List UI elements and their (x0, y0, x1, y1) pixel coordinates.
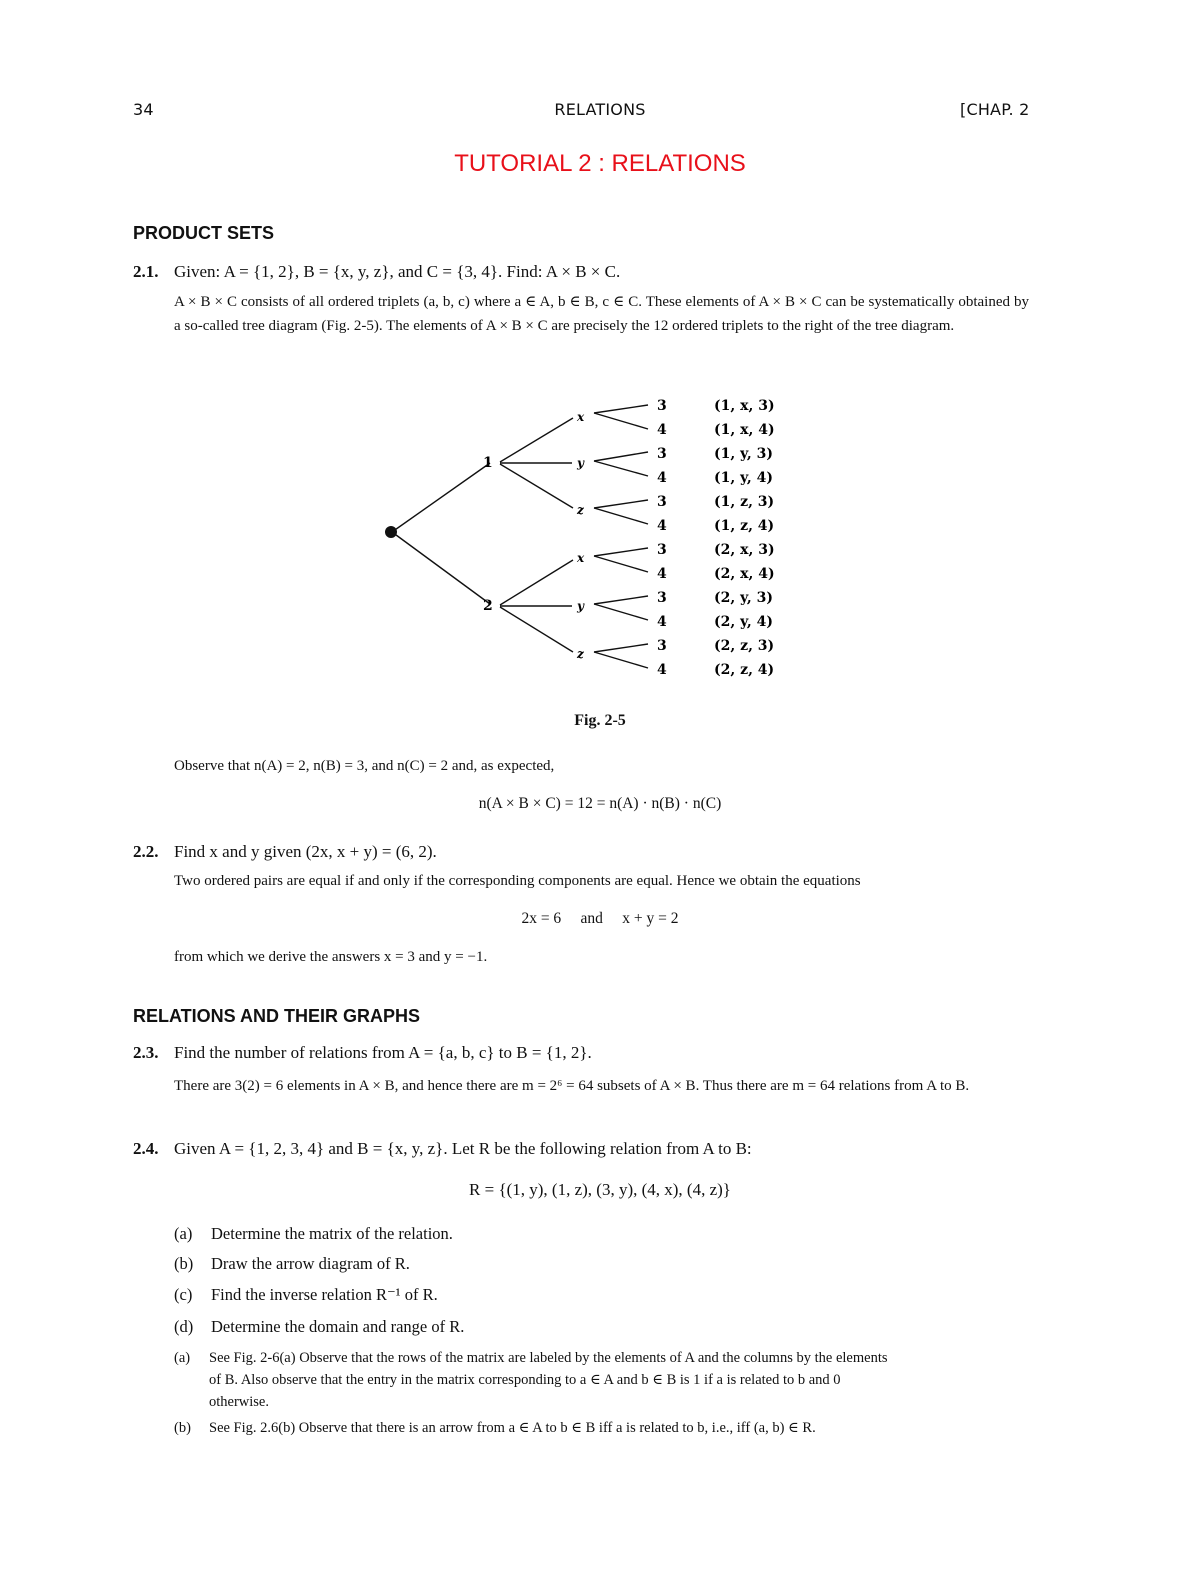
edge (594, 596, 648, 604)
display-formula: n(A × B × C) = 12 = n(A) · n(B) · n(C) (478, 795, 722, 812)
part-text: Determine the domain and range of R. (211, 1317, 465, 1336)
part-text: Determine the matrix of the relation. (211, 1224, 453, 1243)
level2-node-label: y (577, 456, 584, 470)
figure-caption: Fig. 2-5 (574, 712, 626, 729)
level2-node-label: z (577, 503, 584, 517)
leaf-label: 4 (657, 614, 667, 630)
leaf-labels (657, 398, 667, 678)
edge (594, 508, 648, 524)
level2-node-label: z (577, 647, 584, 661)
leaf-label: 3 (657, 542, 667, 558)
triplet: (2, z, 3) (714, 638, 775, 654)
root-to-2-edge (392, 532, 490, 604)
triplet: (1, y, 3) (714, 446, 774, 462)
part-label: (d) (174, 1317, 194, 1336)
relation-definition: R = {(1, y), (1, z), (3, y), (4, x), (4, z)} (469, 1180, 731, 1199)
edge (500, 464, 573, 508)
display-equations: 2x = 6 and x + y = 2 (521, 910, 679, 927)
section-heading-relations: RELATIONS AND THEIR GRAPHS (133, 1006, 421, 1026)
leaf-label: 3 (657, 398, 667, 414)
edge (594, 604, 648, 620)
edge (594, 500, 648, 508)
page-title: TUTORIAL 2 : RELATIONS (454, 150, 746, 177)
section-heading-product-sets: PRODUCT SETS (133, 223, 275, 243)
answer-text-line: otherwise. (209, 1394, 269, 1410)
page-number: 34 (133, 100, 154, 119)
leaf-label: 4 (657, 518, 667, 534)
problem-number: 2.3. (133, 1043, 159, 1062)
answer-label: (b) (174, 1420, 191, 1436)
problem-number: 2.2. (133, 842, 159, 861)
edge (594, 652, 648, 668)
edge (594, 644, 648, 652)
leaf-label: 4 (657, 470, 667, 486)
level2-node-label: x (577, 410, 585, 424)
triplet: (2, x, 3) (714, 542, 775, 558)
edge (594, 548, 648, 556)
observation-text: Observe that n(A) = 2, n(B) = 3, and n(C) = 2 and, as expected, (174, 758, 555, 774)
triplet: (1, z, 3) (714, 494, 775, 510)
edge (594, 452, 648, 461)
leaf-label: 4 (657, 422, 667, 438)
level2-node-label: x (577, 551, 585, 565)
tree-diagram (0, 0, 1200, 700)
triplet: (1, z, 4) (714, 518, 775, 534)
triplet: (1, x, 4) (714, 422, 775, 438)
leaf-label: 4 (657, 566, 667, 582)
part-label: (a) (174, 1224, 193, 1243)
edge (500, 607, 573, 652)
problem-number: 2.4. (133, 1139, 159, 1158)
triplet: (2, z, 4) (714, 662, 775, 678)
part-label: (b) (174, 1254, 194, 1273)
problem-question: Find x and y given (2x, x + y) = (6, 2). (174, 842, 437, 861)
level1-node-label: 1 (483, 455, 493, 471)
edge (594, 405, 648, 413)
problem-number: 2.1. (133, 262, 159, 281)
level1-node-label: 2 (483, 598, 493, 614)
triplet: (2, y, 3) (714, 590, 774, 606)
level2-node-label: y (577, 599, 584, 613)
edge (594, 556, 648, 572)
triplet: (2, y, 4) (714, 614, 774, 630)
part-text: Find the inverse relation R⁻¹ of R. (211, 1285, 438, 1304)
edge (594, 413, 648, 429)
problem-solution: Two ordered pairs are equal if and only if the corresponding components are equal. Hence we obtain the equations (174, 873, 861, 889)
edge (500, 418, 573, 462)
triplet-list (714, 398, 775, 678)
problem-question: Find the number of relations from A = {a, b, c} to B = {1, 2}. (174, 1043, 592, 1062)
triplet: (1, x, 3) (714, 398, 775, 414)
edge (594, 461, 648, 476)
answer-label: (a) (174, 1350, 191, 1366)
triplet: (2, x, 4) (714, 566, 775, 582)
problem-question: Given: A = {1, 2}, B = {x, y, z}, and C = {3, 4}. Find: A × B × C. (174, 262, 621, 281)
answer-text-line: of B. Also observe that the entry in the matrix corresponding to a ∈ A and b ∈ B is 1 if a is related to b and 0 (209, 1372, 841, 1388)
leaf-label: 3 (657, 446, 667, 462)
problem-solution: There are 3(2) = 6 elements in A × B, and hence there are m = 2⁶ = 64 subsets of A × B. Thus there are m = 64 relations from A to B. (174, 1078, 970, 1094)
leaf-label: 4 (657, 662, 667, 678)
chapter-ref: [CHAP. 2 (960, 100, 1030, 119)
problem-question: Given A = {1, 2, 3, 4} and B = {x, y, z}. Let R be the following relation from A to B: (174, 1139, 752, 1158)
answer-text-line: See Fig. 2.6(b) Observe that there is an arrow from a ∈ A to b ∈ B iff a is related to b, i.e., iff (a, b) ∈ R. (209, 1420, 816, 1436)
running-head: RELATIONS (554, 100, 646, 119)
root-to-1-edge (392, 463, 490, 532)
problem-answer: from which we derive the answers x = 3 and y = −1. (174, 949, 488, 965)
leaf-label: 3 (657, 494, 667, 510)
answer-text-line: See Fig. 2-6(a) Observe that the rows of the matrix are labeled by the elements of A and the columns by the elements (209, 1350, 888, 1366)
leaf-label: 3 (657, 638, 667, 654)
edge (500, 560, 573, 605)
part-text: Draw the arrow diagram of R. (211, 1254, 410, 1273)
triplet: (1, y, 4) (714, 470, 774, 486)
problem-solution: A × B × C consists of all ordered triplets (a, b, c) where a ∈ A, b ∈ B, c ∈ C. These elements of A × B × C can be systematically obtained by a so-called tree diagram (Fig. 2-5). The elements of A × B × C are precisely the 12 ordered triplets to the right of the tree diagram. (174, 294, 1029, 334)
root-node (385, 526, 397, 538)
part-label: (c) (174, 1285, 193, 1304)
leaf-label: 3 (657, 590, 667, 606)
